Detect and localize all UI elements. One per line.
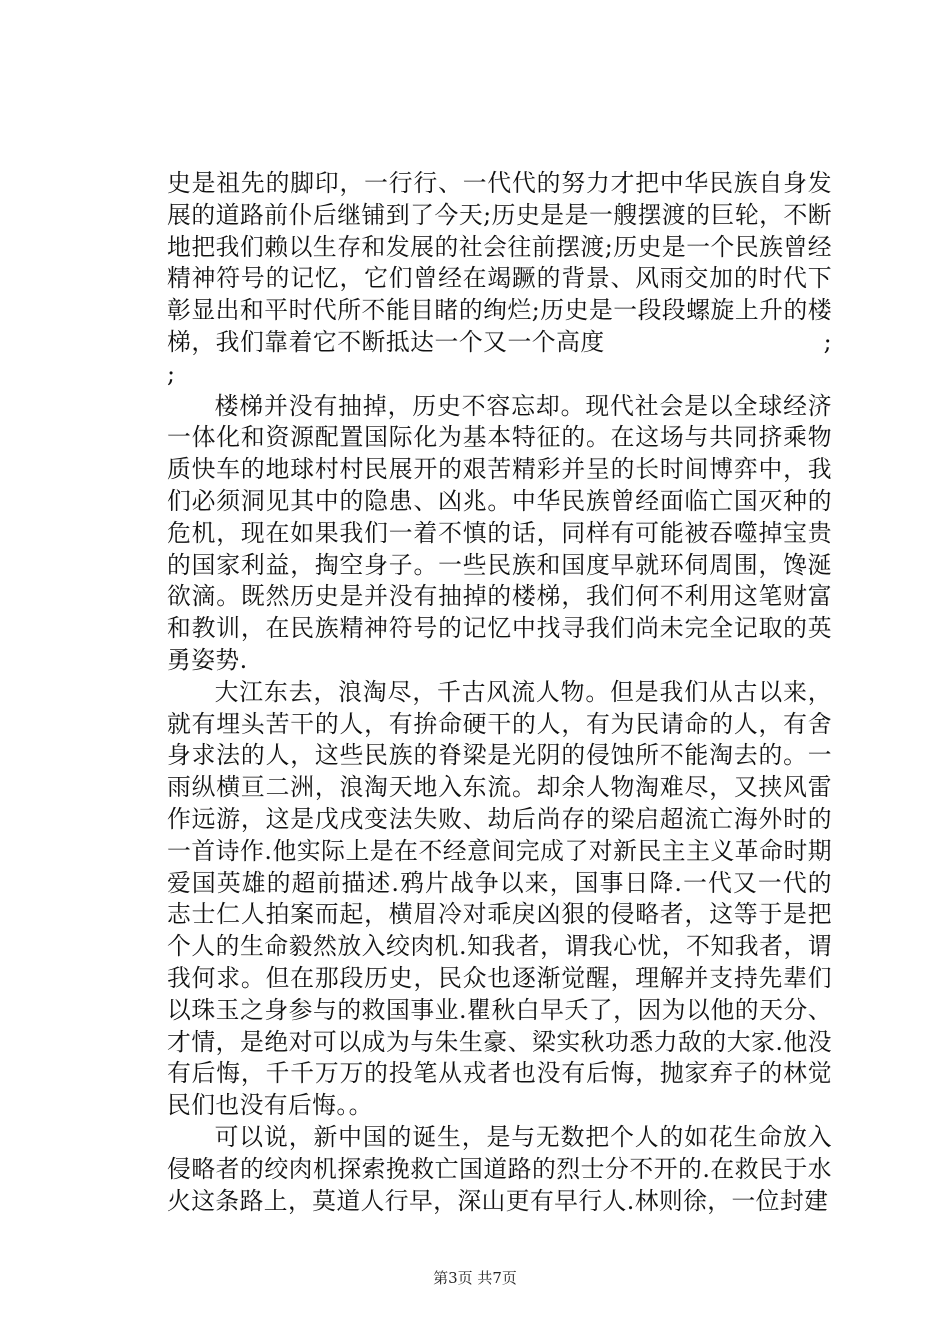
paragraph-1: 史是祖先的脚印，一行行、一代代的努力才把中华民族自身发展的道路前仆后继铺到了今天;历史是是一艘摆渡的巨轮，不断地把我们赖以生存和发展的社会往前摆渡;历史是一个民族曾经精神符号的记忆，它们曾经在竭蹶的背景、风雨交加的时代下彰显出和平时代所不能目睹的绚烂;历史是一段段螺旋上升的楼梯，我们靠着它不断抵达一个又一个高度 ; ; <box>167 169 857 388</box>
paragraph-2: 楼梯并没有抽掉，历史不容忘却。现代社会是以全球经济一体化和资源配置国际化为基本特征的。在这场与共同挤乘物质快车的地球村村民展开的艰苦精彩并呈的长时间博弈中，我们必须洞见其中的隐患、凶兆。中华民族曾经面临亡国灭种的危机，现在如果我们一着不慎的话，同样有可能被吞噬掉宝贵的国家利益，掏空身子。一些民族和国度早就环伺周围，馋涎欲滴。既然历史是并没有抽掉的楼梯，我们何不利用这笔财富和教训，在民族精神符号的记忆中找寻我们尚未完全记取的英勇姿势. <box>167 391 832 674</box>
paragraph-4: 可以说，新中国的诞生，是与无数把个人的如花生命放入侵略者的绞肉机探索挽救亡国道路的烈士分不开的.在救民于水火这条路上，莫道人行早，深山更有早行人.林则徐，一位封建 <box>167 1122 832 1215</box>
paragraph-3: 大江东去，浪淘尽，千古风流人物。但是我们从古以来，就有埋头苦干的人，有拚命硬干的人，有为民请命的人，有舍身求法的人，这些民族的脊梁是光阴的侵蚀所不能淘去的。一雨纵横亘二洲，浪淘天地入东流。却余人物淘难尽，又挟风雷作远游，这是戊戌变法失败、劫后尚存的梁启超流亡海外时的一首诗作.他实际上是在不经意间完成了对新民主主义革命时期爱国英雄的超前描述.鸦片战争以来，国事日降.一代又一代的志士仁人拍案而起，横眉冷对乖戾凶狠的侵略者，这等于是把个人的生命毅然放入绞肉机.知我者，谓我心忧，不知我者，谓我何求。但在那段历史，民众也逐渐觉醒，理解并支持先辈们以珠玉之身参与的救国事业.瞿秋白早夭了，因为以他的天分、才情，是绝对可以成为与朱生豪、梁实秋功悉力敌的大家.他没有后悔，千千万万的投笔从戎者也没有后悔，抛家弃子的林觉民们也没有后悔。。 <box>167 677 832 1120</box>
page-footer <box>0 1268 950 1288</box>
page-number-label: 第3页 共7页 <box>433 1269 517 1287</box>
document-body <box>167 168 857 1217</box>
